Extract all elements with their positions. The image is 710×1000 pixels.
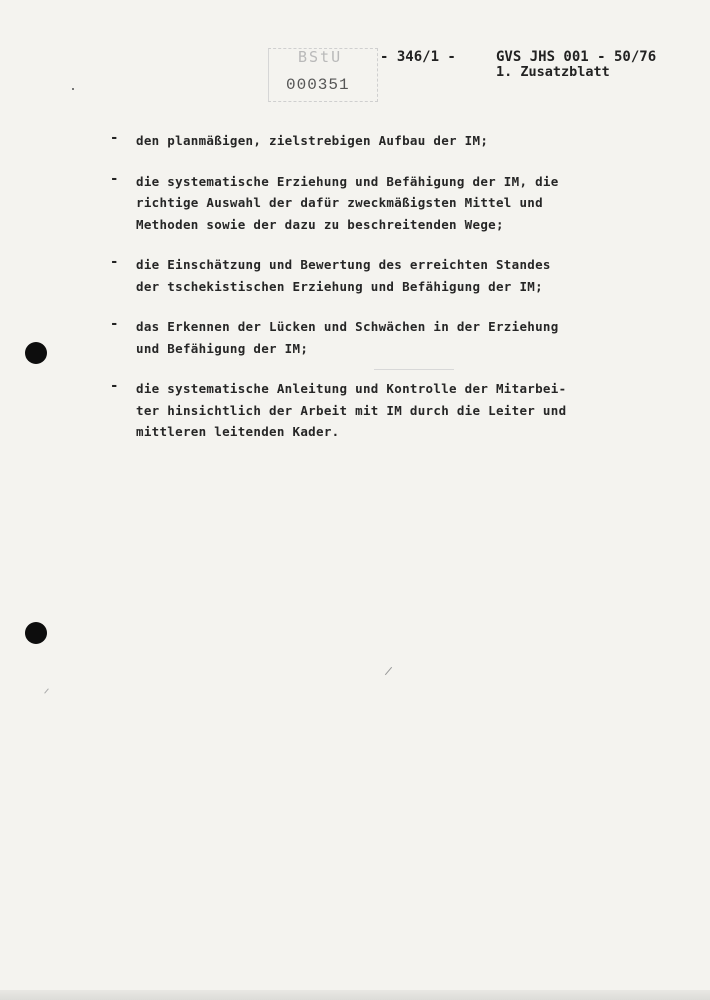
list-item <box>110 130 650 152</box>
list-item <box>110 378 650 443</box>
paper-mark <box>385 667 392 675</box>
list-item <box>110 171 650 236</box>
stamp-text: BStU <box>298 48 343 66</box>
bullet-dash: - <box>110 254 119 270</box>
document-reference: GVS JHS 001 - 50/76 <box>496 49 657 65</box>
list-item <box>110 254 650 297</box>
paper-mark <box>44 688 49 693</box>
bullet-dash: - <box>110 130 119 146</box>
bullet-dash: - <box>110 378 119 394</box>
archive-number: 000351 <box>286 76 350 94</box>
item-text: die Einschätzung und Bewertung des erreichten Standes der tschekistischen Erziehung und Befähigung der IM; <box>136 257 551 294</box>
paper-speck <box>72 88 74 90</box>
item-text: die systematische Erziehung und Befähigung der IM, die richtige Auswahl der dafür zweckmäßigsten Mittel und Methoden sowie der dazu zu beschreitenden Wege; <box>136 173 559 232</box>
bullet-dash: - <box>110 316 119 332</box>
item-text: die systematische Anleitung und Kontrolle der Mitarbei- ter hinsichtlich der Arbeit mit IM durch die Leiter und mittleren leitenden Kader. <box>136 381 567 439</box>
bullet-dash: - <box>110 170 119 187</box>
item-text: das Erkennen der Lücken und Schwächen in der Erziehung und Befähigung der IM; <box>136 319 559 356</box>
paper-mark <box>374 369 454 370</box>
page-number: - 346/1 - <box>380 49 456 65</box>
punch-hole <box>25 342 47 364</box>
page-bottom-edge <box>0 990 710 1000</box>
supplement-label: 1. Zusatzblatt <box>496 64 610 80</box>
punch-hole <box>25 622 47 644</box>
item-text: den planmäßigen, zielstrebigen Aufbau der IM; <box>136 133 489 148</box>
list-item <box>110 316 650 359</box>
bullet-list <box>110 130 650 462</box>
